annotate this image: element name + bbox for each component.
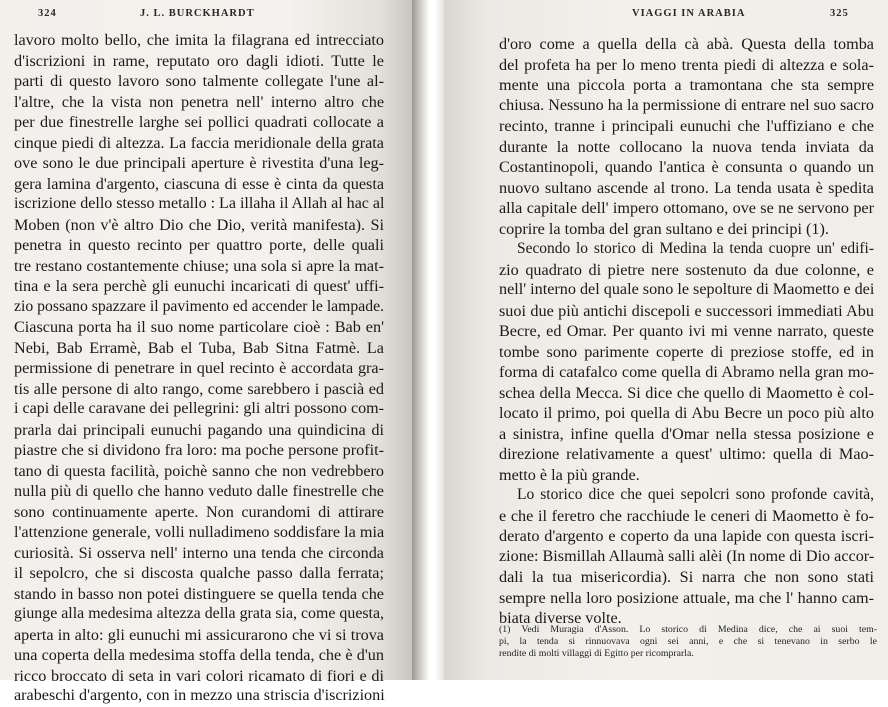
text-line: giunge alla medesima altezza della grata sia, come questa, xyxy=(14,605,384,622)
text-line: nuovo sultano ascende al trono. La tenda usata è spedita xyxy=(499,178,874,197)
footnote-line: rendite di molti villaggi di Egitto per ricomprarla. xyxy=(499,648,694,659)
text-line: recinto, tranne i principali eunuchi che l'uffiziano e che xyxy=(499,117,874,135)
text-line: coprire la tomba del gran sultano e dei principi (1). xyxy=(499,219,829,238)
page-number-left: 324 xyxy=(38,8,57,19)
text-line: tis alle persone di alto rango, come sarebbero i pascià ed xyxy=(14,379,384,398)
text-line: del profeta ha per lo meno trenta piedi di altezza e sola- xyxy=(499,55,874,74)
text-line: arabeschi d'argento, con in mezzo una striscia d'iscrizioni xyxy=(14,687,385,704)
text-line: sempre nella loro posizione attuale, ma che l' hanno cam- xyxy=(499,588,874,607)
text-line: Costantinopoli, quando l'antica è consunta o quando un xyxy=(499,158,874,176)
left-page-body xyxy=(14,30,384,707)
text-line: e che il feretro che racchiude le ceneri di Maometto è fo- xyxy=(499,506,874,525)
text-line: zione: Bismillah Allaumà salli alèi (In nome di Dio accor- xyxy=(499,547,875,565)
text-line: tina e la sera perchè gli eunuchi incaricati di quest' uffi- xyxy=(14,277,384,295)
text-line: schea della Mecca. Si dice che quello di Maometto è col- xyxy=(499,383,874,402)
text-line: tano di questa facilità, poichè sanno che non vedrebbero xyxy=(14,461,384,480)
text-line: forma di catafalco come quella di Abramo nella gran mo- xyxy=(499,363,874,381)
text-line: piastre che si dividono fra loro: ma poche persone profit- xyxy=(14,441,384,459)
text-line: Ciascuna porta ha il suo nome particolare cioè : Bab en' xyxy=(14,318,384,336)
text-line: d'iscrizioni in rame, reputato oro dagli idioti. Tutte le xyxy=(14,51,384,70)
text-line: ricco broccato di seta in vari colori ricamato di fiori e di xyxy=(14,666,384,685)
text-line: i capi delle caravane dei pellegrini: gli altri possono com- xyxy=(14,400,384,417)
running-title-right: VIAGGI IN ARABIA xyxy=(632,8,746,19)
left-page xyxy=(0,0,412,704)
text-line: suoi due più antichi discepoli e successori immediati Abu xyxy=(499,301,874,320)
text-line: per due finestrelle larghe sei pollici quadrati collocate a xyxy=(14,113,384,131)
text-line: stando in basso non potei distinguere se quella tenda che xyxy=(14,584,384,603)
text-line: Becre, ed Omar. Per quanto ivi mi venne narrato, queste xyxy=(499,322,874,340)
text-line: direzione relativamente a quest' ultimo: quella di Mao- xyxy=(499,445,874,463)
running-title-left: J. L. BURCKHARDT xyxy=(140,8,255,19)
footnote-line: (1) Vedi Muragia d'Asson. Lo storico di Medina dice, che ai suoi tem- xyxy=(499,624,877,635)
text-line: curiosità. Si osserva nell' interno una tenda che circonda xyxy=(14,543,384,562)
text-line: prarla dai principali eunuchi pagando una quindicina di xyxy=(14,420,384,439)
text-line: nell' interno del quale sono le sepolture di Maometto e dei xyxy=(499,281,875,298)
text-line: metto è la più grande. xyxy=(499,465,640,484)
text-line: tre restano costantemente chiuse; una sola si apre la mat- xyxy=(14,256,384,275)
text-line: Secondo lo storico di Medina la tenda cuopre un' edifi- xyxy=(517,240,874,257)
text-line: Nebi, Bab Erramè, Bab el Tuba, Bab Sitna Fatmè. La xyxy=(14,338,384,357)
text-line: Lo storico dice che quei sepolcri sono profonde cavità, xyxy=(517,486,874,503)
text-line: cinque piedi di altezza. La faccia meridionale della grata xyxy=(14,133,384,152)
text-line: dali la tua misericordia). Si narra che non sono stati xyxy=(499,568,874,586)
text-line: aperta in alto: gli eunuchi mi assicurarono che vi si trova xyxy=(14,625,384,644)
text-line: penetra in questo recinto per quattro porte, delle quali xyxy=(14,236,384,254)
text-line: alla capitale dell' impero ottomano, ove se ne servono per xyxy=(499,199,874,217)
text-line: sono continuamente aperte. Non curandomi di attirare xyxy=(14,502,384,521)
text-line: permissione di penetrare in quel recinto è accordata gra- xyxy=(14,359,384,377)
book-gutter xyxy=(412,0,444,680)
text-line: mente una piccola porta a tramontana che sta sempre xyxy=(499,76,874,94)
text-line: zio possano spazzare il pavimento ed accender le lampade. xyxy=(14,297,384,315)
text-line: gera lamina d'argento, ciascuna di esse è cinta da questa xyxy=(14,174,384,193)
text-line: nulla più di quello che hanno veduto dalle finestrelle che xyxy=(14,482,384,500)
text-line: l'attenzione generale, volli nulladimeno soddisfare la mia xyxy=(14,523,385,541)
text-line: iscrizione dello stesso metallo : La illaha il Allah al hac al xyxy=(14,195,385,212)
text-line: lavoro molto bello, che imita la filagrana ed intrecciato xyxy=(14,31,384,49)
text-line: tombe sono parimente coperte di preziose stoffe, ed in xyxy=(499,342,874,361)
text-line: biata diverse volte. xyxy=(499,609,622,627)
text-line: derato d'argento e coperto da una lapide con questa iscri- xyxy=(499,527,874,545)
text-line: d'oro come a quella della cà abà. Questa della tomba xyxy=(499,35,874,53)
text-line: ove sono le due principali aperture è rivestita d'una leg- xyxy=(14,154,384,172)
text-line: il sepolcro, che si discosta qualche passo dalla ferrata; xyxy=(14,564,384,582)
text-line: a sinistra, infine quella d'Omar nella stessa posizione e xyxy=(499,424,874,443)
text-line: chiusa. Nessuno ha la permissione di entrare nel suo sacro xyxy=(499,96,874,114)
footnote xyxy=(499,624,877,660)
footnote-line: pi, la tenda si rinnuovava ogni sei anni, e che si tenevano in serbo le xyxy=(499,636,877,647)
text-line: locato il primo, poi quella di Abu Becre un poco più alto xyxy=(499,404,874,422)
text-line: l'altre, che la vista non penetra nell' interno altro che xyxy=(14,92,384,111)
text-line: una coperta della medesima stoffa della tenda, che è d'un xyxy=(14,646,384,664)
text-line: Moben (non v'è altro Dio che Dio, verità manifesta). Si xyxy=(14,215,384,234)
right-page-body xyxy=(499,34,874,629)
page-number-right: 325 xyxy=(830,8,849,19)
text-line: parti di questo lavoro sono talmente collegate l'une al- xyxy=(14,72,384,90)
text-line: zio quadrato di pietre nere sostenuto da due colonne, e xyxy=(499,260,874,279)
right-page xyxy=(444,0,888,680)
text-line: durante la notte collocano la nuova tenda inviata da xyxy=(499,137,874,156)
